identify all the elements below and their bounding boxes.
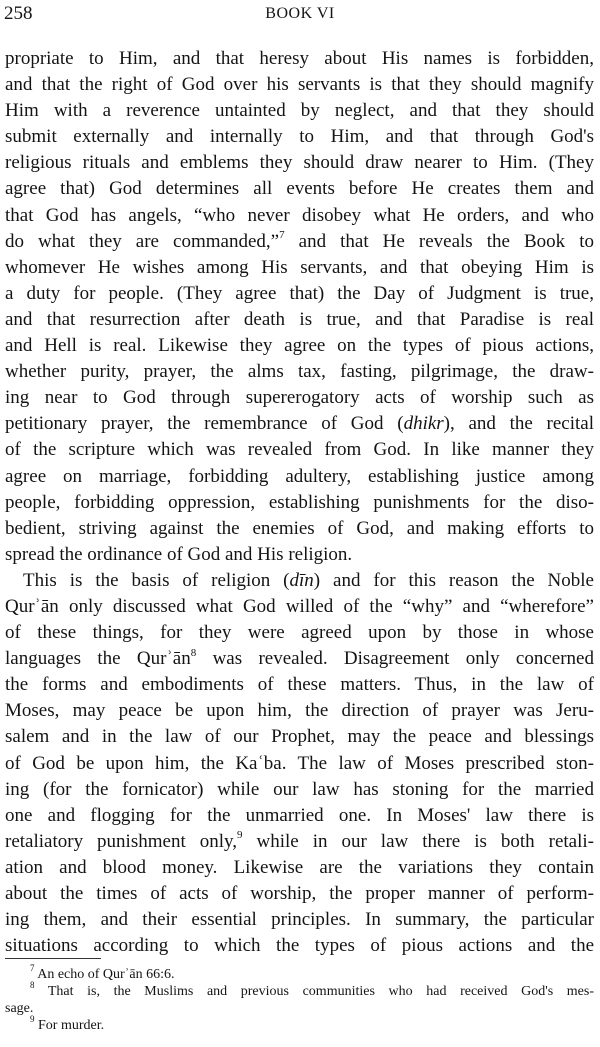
footnote-7 <box>5 963 594 983</box>
text-line: situations according to which the types of pious actions and the <box>5 935 594 957</box>
note-ref: 9 <box>237 829 243 842</box>
footnotes <box>5 963 595 1034</box>
running-head: BOOK VI <box>265 5 335 22</box>
text-line: religious rituals and emblems they should draw nearer to Him. (They <box>5 152 594 174</box>
text-segment: languages the Qurʾān <box>5 648 191 670</box>
text-line: Qurʾān only discussed what God willed of the “why” and “wherefore” <box>5 595 594 617</box>
text-line: propriate to Him, and that heresy about His names is forbidden, <box>5 48 594 69</box>
text-line <box>5 411 594 437</box>
text-line: and that the right of God over his servants is that they should magnify <box>5 74 594 96</box>
text-segment: ), and the recital <box>443 413 594 435</box>
footnote-text: An echo of Qurʾān 66:6. <box>37 967 175 982</box>
text-line: salem and in the law of our Prophet, may the peace and blessings <box>5 726 594 748</box>
footnote-text: For murder. <box>38 1018 105 1033</box>
text-line: ation and blood money. Likewise are the variations they contain <box>5 856 594 878</box>
text-line: about the times of acts of worship, the proper manner of perform- <box>5 883 594 904</box>
text-line: and that resurrection after death is true, and that Paradise is real <box>5 308 594 330</box>
text-line <box>5 229 594 255</box>
text-segment: and that He reveals the Book to <box>298 230 595 252</box>
text-line: ing (for the fornicator) while our law has stoning for the married <box>5 778 594 800</box>
footnote-8 <box>5 980 595 1000</box>
text-line: of the scripture which was revealed from God. In like manner they <box>5 439 594 461</box>
text-segment: This is the basis of religion ( <box>23 569 290 591</box>
footnote-mark: 8 <box>30 980 35 991</box>
text-line: the forms and embodiments of these matters. Thus, in the law of <box>5 674 594 696</box>
text-line: agree that) God determines all events before He creates them and <box>5 178 594 200</box>
text-segment: ) and for this reason the Noble <box>313 569 594 591</box>
text-line: Him with a reverence untainted by neglect, and that they should <box>5 100 594 122</box>
text-line: of God be upon him, the Kaʿba. The law of Moses prescribed ston- <box>5 752 594 774</box>
text-line <box>5 646 594 672</box>
text-line: bedient, striving against the enemies of God, and making efforts to <box>5 517 594 539</box>
text-line: that God has angels, “who never disobey what He orders, and who <box>5 204 594 226</box>
text-segment: do what they are commanded,” <box>5 230 280 252</box>
text-line: a duty for people. (They agree that) the Day of Judgment is true, <box>5 282 594 304</box>
footnote-mark: 7 <box>30 963 35 974</box>
footnote-text: That is, the Muslims and previous communities who had received God's mes- <box>47 984 595 999</box>
text-line: one and flogging for the unmarried one. In Moses' law there is <box>5 804 594 826</box>
text-segment: while in our law there is both retali- <box>256 830 594 852</box>
text-segment: petitionary prayer, the remembrance of God ( <box>5 413 404 435</box>
note-ref: 7 <box>279 229 285 242</box>
text-line: whomever He wishes among His servants, and that obeying Him is <box>5 256 594 278</box>
footnote-mark: 9 <box>30 1014 35 1025</box>
text-line: ing near to God through supererogatory acts of worship such as <box>5 387 594 409</box>
text-line: Moses, may peace be upon him, the direction of prayer was Jeru- <box>5 700 594 722</box>
body-text <box>5 46 594 959</box>
note-ref: 8 <box>190 646 197 659</box>
text-line: and Hell is real. Likewise they agree on the types of pious actions, <box>5 335 594 357</box>
text-line: spread the ordinance of God and His religion. <box>5 543 353 565</box>
text-line <box>5 829 594 855</box>
text-line: ing them, and their essential principles. In summary, the particular <box>5 909 594 931</box>
italic-term: dīn <box>289 569 314 591</box>
footnote-rule <box>5 958 101 959</box>
italic-term: dhikr <box>403 413 444 435</box>
footnote-9 <box>5 1014 594 1034</box>
text-line: of these things, for they were agreed upon by those in whose <box>5 622 594 644</box>
text-line: whether purity, prayer, the alms tax, fasting, pilgrimage, the draw- <box>5 361 594 383</box>
text-line <box>5 568 594 594</box>
page-number: 258 <box>4 3 33 24</box>
text-line: submit externally and internally to Him, and that through God's <box>5 126 594 148</box>
text-segment: retaliatory punishment only, <box>5 830 238 852</box>
text-line: people, forbidding oppression, establishing punishments for the diso- <box>5 491 594 513</box>
text-line: agree on marriage, forbidding adultery, establishing justice among <box>5 465 594 487</box>
text-segment: was revealed. Disagreement only concerned <box>212 648 594 670</box>
footnote-8-continued: sage. <box>5 1001 34 1016</box>
